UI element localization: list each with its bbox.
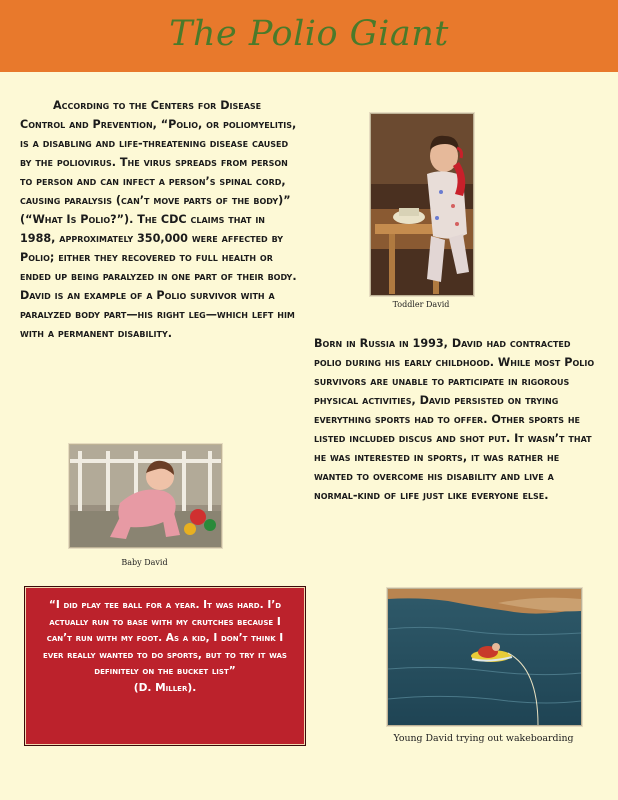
wakeboarding-photo <box>387 588 582 726</box>
wakeboarding-caption: Young David trying out wakeboarding <box>393 733 574 744</box>
bio-paragraph: Born in Russia in 1993, David had contracted polio during his early childhood. While most Polio survivors are unable to participate in rigorous physical activities, David persisted on trying everything sports had to offer. Other sports he listed included discus and shot put. It wasn’t that he was interested in sports, it was rather he wanted to overcome his disability and live a normal-kind of life just like everyone else. <box>314 337 595 502</box>
baby-david-caption: Baby David <box>121 558 168 567</box>
pull-quote-box <box>24 586 306 746</box>
intro-paragraph: According to the Centers for Disease Control and Prevention, “Polio, or poliomyelitis, is a disabling and life-threatening disease caused by the poliovirus. The virus spreads from person to person and can infect a person’s spinal cord, causing paralysis (can’t move parts of the body)” (“What Is Polio?”). The CDC claims that in 1988, approximately 350,000 were affected by Polio; either they recovered to full health or ended up being paralyzed in one part of their body. David is an example of a Polio survivor with a paralyzed body part—his right leg—which left him with a permanent disability. <box>20 99 297 340</box>
toddler-david-photo <box>370 113 474 296</box>
pull-quote-citation: (D. Miller). <box>133 681 197 694</box>
toddler-david-caption: Toddler David <box>392 300 450 309</box>
baby-david-photo <box>69 444 222 548</box>
pull-quote-text: “I did play tee ball for a year. It was hard. I’d actually run to base with my crutches because I can’t run with my foot. As a kid, I don’t think I ever really wanted to do sports, but to try it was definitely on the bucket list” <box>43 599 287 677</box>
page-title: The Polio Giant <box>169 14 449 54</box>
